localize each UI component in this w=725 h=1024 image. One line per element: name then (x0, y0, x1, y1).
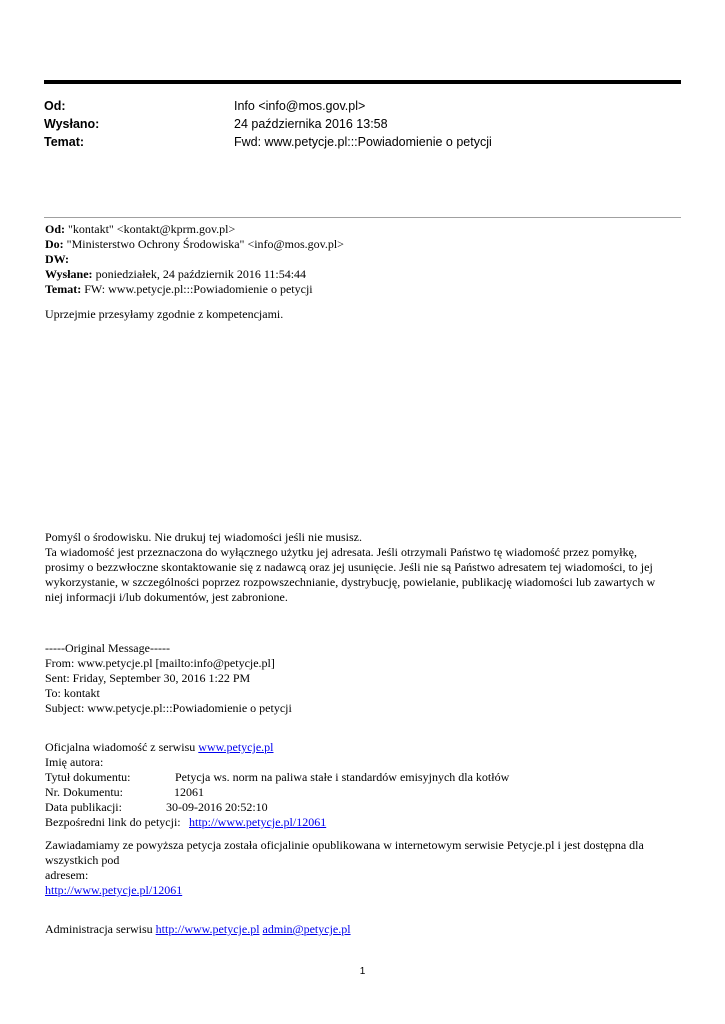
direct-link-row (45, 815, 675, 830)
title-label: Tytuł dokumentu: (45, 770, 131, 784)
disclaimer-line: Ta wiadomość jest przeznaczona do wyłącznego użytku jej adresata. Jeśli otrzymali Państwo tę wiadomość przez pomyłkę, (45, 545, 637, 559)
fwd-to-label: Do: (45, 237, 64, 251)
direct-link-label: Bezpośredni link do petycji: (45, 815, 181, 829)
fwd-sent-value: poniedziałek, 24 październik 2016 11:54:44 (92, 267, 307, 281)
fwd-cc-row (45, 252, 675, 267)
intro-paragraph (45, 307, 675, 322)
date-value: 30-09-2016 20:52:10 (166, 800, 268, 814)
outer-from-row (44, 97, 684, 115)
disclaimer-line: Pomyśl o środowisku. Nie drukuj tej wiadomości jeśli nie musisz. (45, 530, 362, 544)
outer-subject-row (44, 133, 684, 151)
outer-subject-label: Temat: (44, 135, 85, 149)
outer-from-label: Od: (44, 99, 66, 113)
admin-email-link[interactable]: admin@petycje.pl (262, 922, 351, 936)
fwd-subject-label: Temat: (45, 282, 82, 296)
outer-sent-value: 24 października 2016 13:58 (234, 117, 388, 131)
admin-site-link[interactable]: http://www.petycje.pl (155, 922, 260, 936)
disclaimer-line: prosimy o bezzwłoczne skontaktowanie się z nadawcą oraz jej usunięcie. Jeśli nie są Państwo adresatem tej wiadomości, to jej (45, 560, 653, 574)
date-row (45, 800, 675, 815)
top-divider (44, 80, 681, 84)
fwd-from-value: "kontakt" <kontakt@kprm.gov.pl> (65, 222, 236, 236)
original-subject: Subject: www.petycje.pl:::Powiadomienie o petycji (45, 701, 292, 715)
admin-signature (45, 922, 675, 937)
disclaimer-line: niej informacji i/lub dokumentów, jest zabronione. (45, 590, 288, 604)
notice-link-row (45, 883, 675, 898)
notice-line: wszystkich pod (45, 853, 120, 867)
fwd-sent-label: Wysłane: (45, 267, 93, 281)
fwd-to-value: "Ministerstwo Ochrony Środowiska" <info@mos.gov.pl> (63, 237, 344, 251)
notice-petition-link[interactable]: http://www.petycje.pl/12061 (45, 883, 183, 897)
official-site-link[interactable]: www.petycje.pl (198, 740, 274, 754)
outer-sent-row (44, 115, 684, 133)
fwd-from-row (45, 222, 675, 237)
original-message (45, 641, 675, 716)
header-divider (44, 217, 681, 218)
outer-from-value: Info <info@mos.gov.pl> (234, 99, 366, 113)
admin-row (45, 922, 675, 937)
official-text: Oficjalna wiadomość z serwisu (45, 740, 199, 754)
number-row (45, 785, 675, 800)
intro-text: Uprzejmie przesyłamy zgodnie z kompetencjami. (45, 307, 284, 321)
number-label: Nr. Dokumentu: (45, 785, 123, 799)
disclaimer-line: wykorzystanie, w szczególności poprzez rozpowszechnianie, dystrybucję, powielanie, publikację wiadomości lub zawartych w (45, 575, 656, 589)
official-message-row (45, 740, 675, 755)
fwd-from-label: Od: (45, 222, 66, 236)
title-row (45, 770, 675, 785)
original-sent: Sent: Friday, September 30, 2016 1:22 PM (45, 671, 251, 685)
title-value: Petycja ws. norm na paliwa stałe i standardów emisyjnych dla kotłów (175, 770, 510, 784)
original-separator: -----Original Message----- (45, 641, 170, 655)
number-value: 12061 (174, 785, 204, 799)
fwd-subject-value: FW: www.petycje.pl:::Powiadomienie o petycji (81, 282, 313, 296)
notice-line: Zawiadamiamy ze powyższa petycja została oficjalinie opublikowana w internetowym serwisie Petycje.pl i jest dostępna dla (45, 838, 644, 852)
disclaimer-paragraph (45, 530, 675, 605)
outer-subject-value: Fwd: www.petycje.pl:::Powiadomienie o petycji (234, 135, 492, 149)
page-number: 1 (359, 966, 366, 977)
direct-petition-link[interactable]: http://www.petycje.pl/12061 (189, 815, 327, 829)
notice-line: adresem: (45, 868, 89, 882)
admin-text: Administracja serwisu (45, 922, 156, 936)
forwarded-header (45, 222, 675, 297)
author-label: Imię autora: (45, 755, 104, 769)
original-to: To: kontakt (45, 686, 100, 700)
outer-sent-label: Wysłano: (44, 117, 100, 131)
date-label: Data publikacji: (45, 800, 122, 814)
publication-notice (45, 838, 675, 898)
original-from: From: www.petycje.pl [mailto:info@petycje.pl] (45, 656, 275, 670)
fwd-to-row (45, 237, 675, 252)
fwd-sent-row (45, 267, 675, 282)
fwd-cc-label: DW: (45, 252, 69, 266)
petition-details (45, 740, 675, 830)
fwd-subject-row (45, 282, 675, 297)
